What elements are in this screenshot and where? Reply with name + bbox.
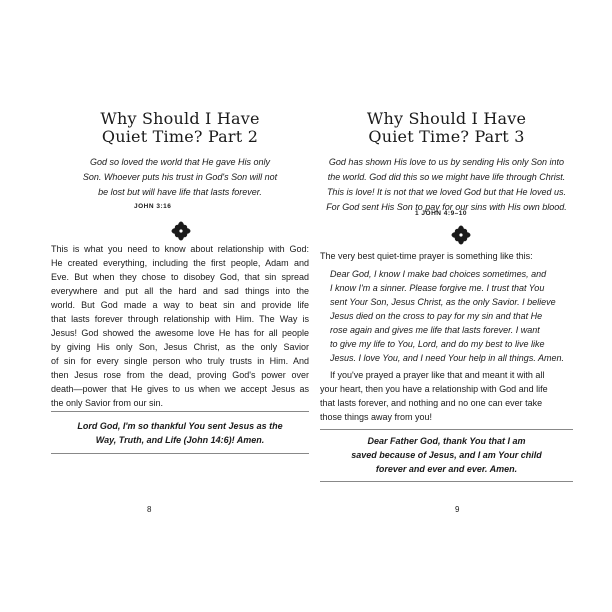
body-paragraph [320, 368, 573, 424]
divider-top [320, 429, 573, 430]
page-title [51, 110, 309, 146]
intro-paragraph [320, 249, 573, 263]
page-title [320, 110, 573, 146]
body-line: your heart, then you have a relationship with God and life [320, 384, 548, 394]
page-number: 8 [147, 505, 152, 514]
right-page [320, 0, 573, 612]
prayer-line: to give my life to You, Lord, and do my best to live like [330, 339, 545, 349]
scripture-verse [51, 155, 309, 200]
prayer-line: rose again and gives me life that lasts forever. I want [330, 325, 540, 335]
prayer-line: Jesus died on the cross to pay for my sin and that He [330, 311, 543, 321]
body-line: that lasts forever, and nothing and no one can ever take [320, 398, 543, 408]
prayer-line: Dear God, I know I make bad choices sometimes, and [330, 269, 547, 279]
body-line: by giving His only Son, Jesus Christ, as the only Savior [51, 342, 309, 352]
prayer-line: sent Your Son, Jesus Christ, as the only Savior. I believe [330, 297, 556, 307]
sample-prayer [330, 267, 570, 365]
body-line: that lasts forever through relationship with Him. The Way is [51, 314, 309, 324]
body-line: He created everything, including the first people, Adam and [51, 258, 309, 268]
body-line: of sin for every single person who truly trusts in Him. And [51, 356, 309, 366]
verse-line: God so loved the world that He gave His only [89, 157, 271, 167]
verse-line: God has shown His love to us by sending His only Son into [328, 157, 565, 167]
flower-ornament-icon [451, 225, 471, 245]
title-line: Why Should I Have [100, 109, 260, 128]
verse-reference: JOHN 3:16 [134, 203, 172, 210]
verse-line: Son. Whoever puts his trust in God's Son will not [82, 172, 278, 182]
scripture-verse [320, 155, 573, 215]
body-paragraph [51, 242, 309, 410]
body-line: the only Savior from our sin. [51, 398, 164, 408]
verse-line: This is love! It is not that we loved God but that He loved us. [326, 187, 567, 197]
body-line: death—power that He gives to us when we accept Jesus as [51, 384, 309, 394]
body-line: Eve. But when they chose to disobey God, that sin spread [51, 272, 309, 282]
closing-line: forever and ever and ever. Amen. [375, 464, 518, 474]
title-line: Quiet Time? Part 3 [368, 127, 525, 146]
verse-line: the world. God did this so we might have life through Christ. [327, 172, 566, 182]
divider-top [51, 411, 309, 412]
divider-bottom [51, 453, 309, 454]
body-line: world. But God made a way to beat sin and provide life [51, 300, 309, 310]
body-line: Jesus! God showed the awesome love He has for all people [51, 328, 309, 338]
body-line: This is what you need to know about relationship with God: [51, 244, 309, 254]
verse-line: be lost but will have life that lasts forever. [98, 187, 262, 197]
body-line: those things away from you! [320, 412, 433, 422]
closing-line: saved because of Jesus, and I am Your child [351, 450, 542, 460]
flower-ornament-icon [171, 221, 191, 241]
page-number: 9 [455, 505, 460, 514]
title-line: Quiet Time? Part 2 [101, 127, 259, 146]
closing-prayer [320, 434, 573, 476]
title-line: Why Should I Have [366, 109, 527, 128]
prayer-line: Jesus. I love You, and I need Your help in all things. Amen. [330, 353, 564, 363]
closing-line: Way, Truth, and Life (John 14:6)! Amen. [95, 435, 265, 445]
body-line: then Jesus rose from the dead, proving God's power over [51, 370, 309, 380]
prayer-line: I know I'm a sinner. Please forgive me. I trust that You [330, 283, 545, 293]
verse-reference: 1 JOHN 4:9–10 [415, 210, 468, 217]
closing-line: Lord God, I'm so thankful You sent Jesus as the [77, 421, 283, 431]
left-page [51, 0, 309, 612]
divider-bottom [320, 481, 573, 482]
verse-line: For God sent His Son to pay for our sins with His own blood. [326, 202, 567, 212]
body-line: everywhere and put all the hard and sad things into the [51, 286, 309, 296]
body-line: The very best quiet-time prayer is something like this: [320, 251, 533, 261]
closing-line: Dear Father God, thank You that I am [367, 436, 526, 446]
body-line: If you've prayed a prayer like that and meant it with all [330, 370, 545, 380]
closing-prayer [51, 419, 309, 447]
